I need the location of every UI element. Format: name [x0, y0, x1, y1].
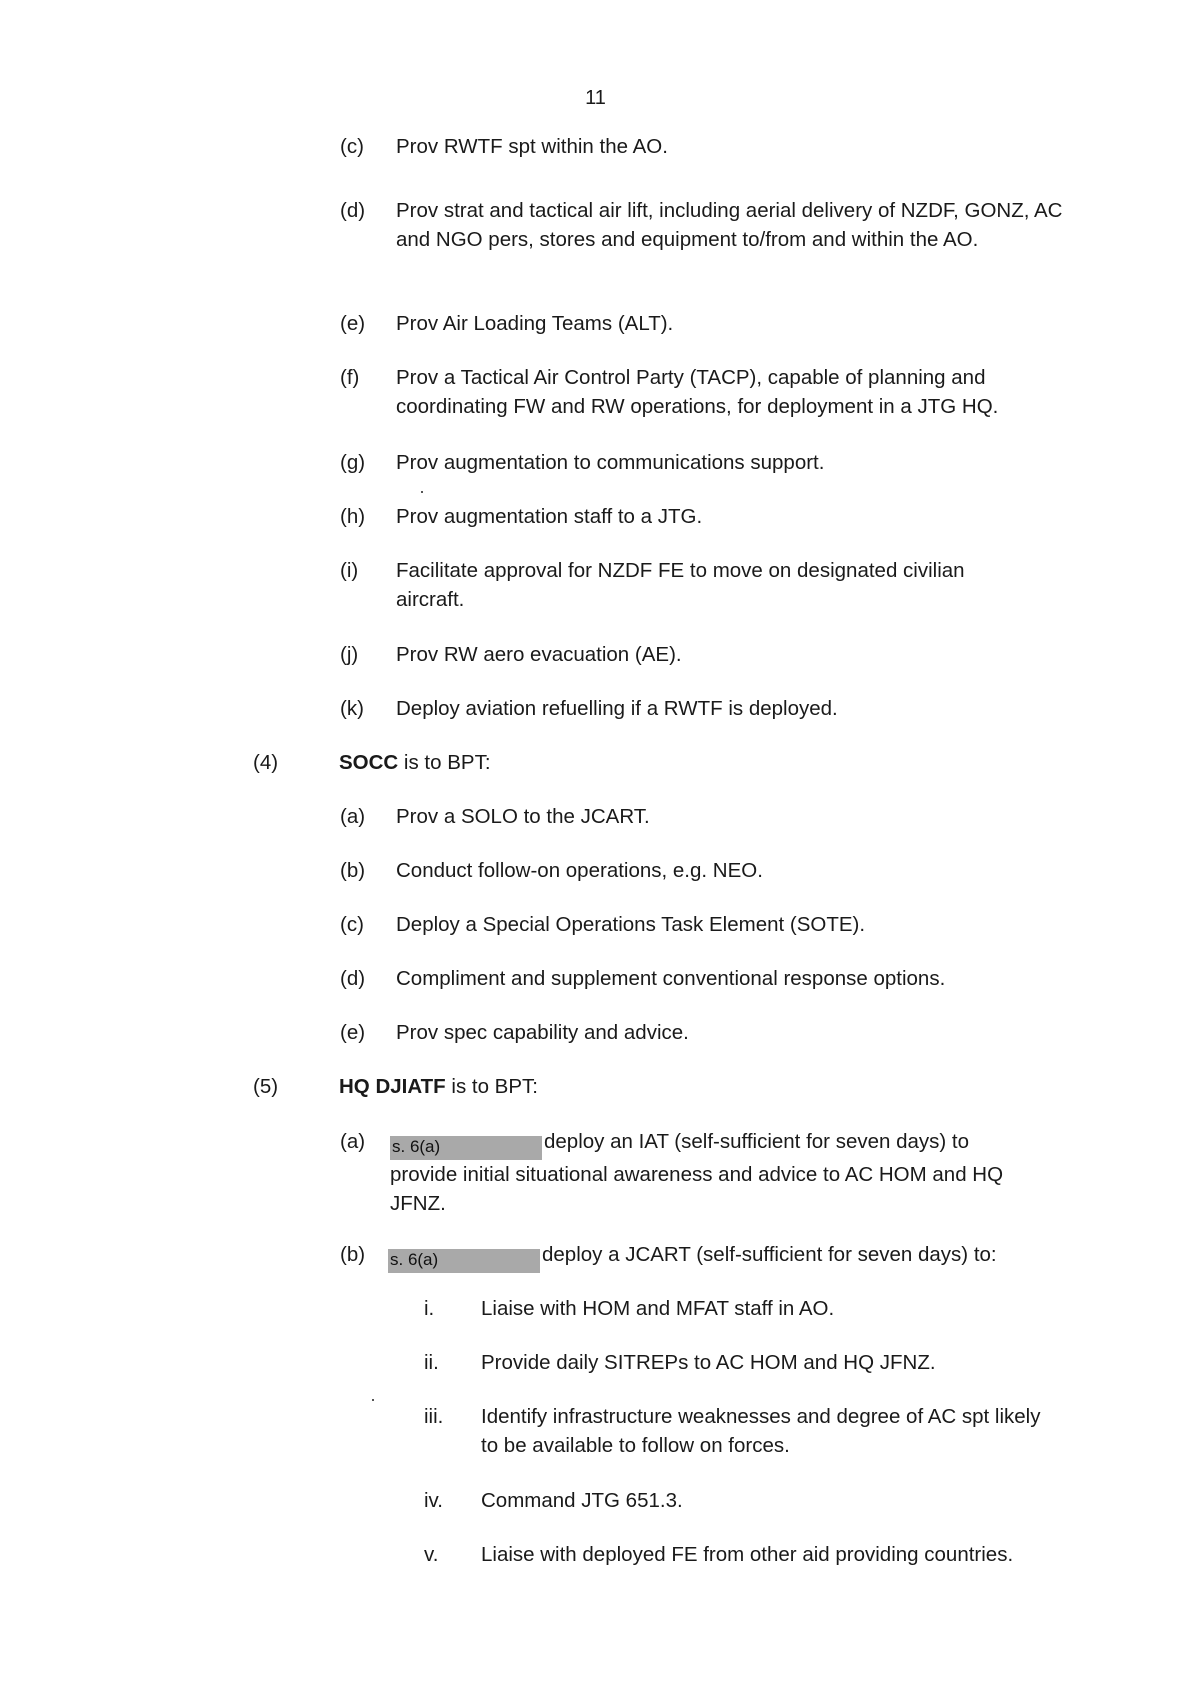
list-item-text-cont: provide initial situational awareness and advice to AC HOM and HQ JFNZ.: [390, 1163, 1004, 1215]
list-item-label: (i): [340, 559, 359, 582]
redaction-box: s. 6(a): [388, 1249, 540, 1273]
section-title-rest: is to BPT:: [398, 751, 491, 774]
list-item-label: (a): [340, 805, 366, 828]
list-item-label: (e): [340, 312, 366, 335]
sub-list-item-label: i.: [424, 1297, 435, 1320]
list-item-label: (c): [340, 135, 364, 158]
list-item-text: Prov RWTF spt within the AO.: [396, 135, 668, 158]
section-title-bold: HQ DJIATF: [339, 1075, 446, 1098]
list-item-text: [390, 1127, 1090, 1218]
list-item-label: (b): [340, 1243, 366, 1266]
scan-speck: [372, 1399, 374, 1401]
list-item-label: (g): [340, 451, 366, 474]
sub-list-item-text: Provide daily SITREPs to AC HOM and HQ JFNZ.: [481, 1351, 936, 1374]
sub-list-item-text: Liaise with deployed FE from other aid providing countries.: [481, 1543, 1014, 1566]
sub-list-item-label: iii.: [424, 1405, 444, 1428]
list-item-label: (d): [340, 967, 366, 990]
list-item-text: Prov Air Loading Teams (ALT).: [396, 312, 674, 335]
sub-list-item-text: Command JTG 651.3.: [481, 1489, 683, 1512]
section-title-bold: SOCC: [339, 751, 399, 774]
list-item-text: Prov a Tactical Air Control Party (TACP), capable of planning and coordinating FW and RW operations, for deployment in a JTG HQ.: [396, 366, 999, 418]
list-item-text: [388, 1240, 1088, 1273]
list-item-text: Compliment and supplement conventional response options.: [396, 967, 946, 990]
list-item-text: Conduct follow-on operations, e.g. NEO.: [396, 859, 763, 882]
section-number: (4): [253, 751, 279, 774]
list-item-text: Prov augmentation to communications support.: [396, 451, 825, 474]
list-item-text: Prov RW aero evacuation (AE).: [396, 643, 682, 666]
list-item-label: (b): [340, 859, 366, 882]
list-item-text-first: deploy a JCART (self-sufficient for seven days) to:: [542, 1243, 997, 1266]
list-item-text: Prov strat and tactical air lift, including aerial delivery of NZDF, GONZ, AC and NGO pers, stores and equipment to/from and within the AO.: [396, 199, 1063, 251]
section-title: [339, 1072, 538, 1101]
list-item-text: Prov spec capability and advice.: [396, 1021, 689, 1044]
sub-list-item-label: iv.: [424, 1489, 443, 1512]
redaction-box: s. 6(a): [390, 1136, 542, 1160]
scan-speck: [421, 491, 423, 493]
section-number: (5): [253, 1075, 279, 1098]
section-title-rest: is to BPT:: [445, 1075, 538, 1098]
list-item-text: Prov a SOLO to the JCART.: [396, 805, 650, 828]
list-item-label: (a): [340, 1130, 366, 1153]
list-item-text: Facilitate approval for NZDF FE to move on designated civilian aircraft.: [396, 559, 965, 611]
sub-list-item-label: ii.: [424, 1351, 439, 1374]
list-item-label: (c): [340, 913, 364, 936]
section-title: [339, 748, 491, 777]
list-item-text: Deploy aviation refuelling if a RWTF is deployed.: [396, 697, 838, 720]
list-item-label: (e): [340, 1021, 366, 1044]
list-item-text: Prov augmentation staff to a JTG.: [396, 505, 703, 528]
sub-list-item-label: v.: [424, 1543, 439, 1566]
list-item-label: (h): [340, 505, 366, 528]
sub-list-item-text: Liaise with HOM and MFAT staff in AO.: [481, 1297, 835, 1320]
list-item-label: (d): [340, 199, 366, 222]
list-item-text-first: deploy an IAT (self-sufficient for seven days) to: [544, 1130, 970, 1153]
list-item-label: (f): [340, 366, 360, 389]
list-item-label: (k): [340, 697, 364, 720]
list-item-label: (j): [340, 643, 359, 666]
page-number: 11: [585, 87, 606, 109]
sub-list-item-text: Identify infrastructure weaknesses and degree of AC spt likely to be available to follow on forces.: [481, 1405, 1041, 1457]
list-item-text: Deploy a Special Operations Task Element (SOTE).: [396, 913, 866, 936]
